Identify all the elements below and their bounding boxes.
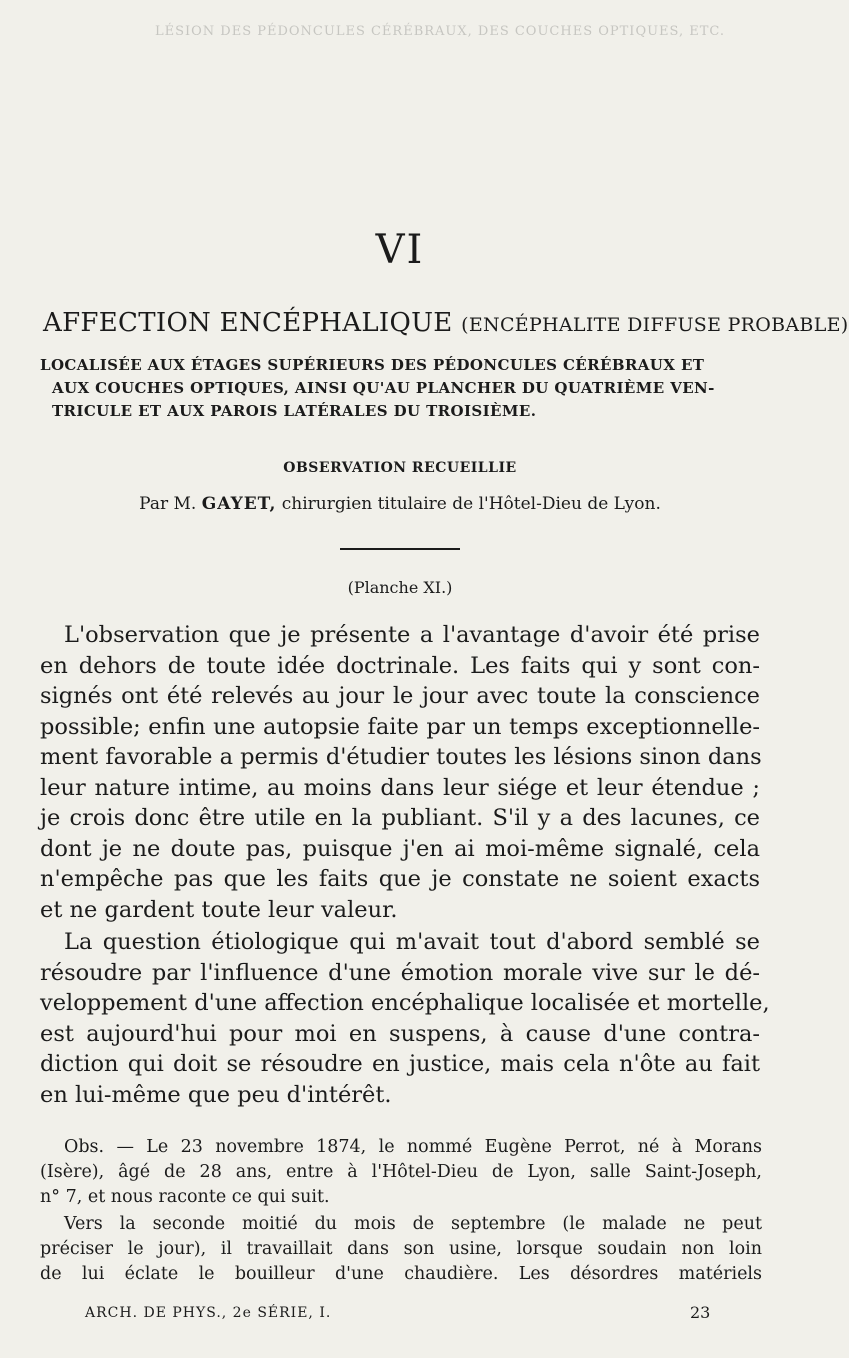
text-line: de lui éclate le bouilleur d'une chaudière. Les désordres matériels xyxy=(40,1264,762,1284)
subtitle-line: AUX COUCHES OPTIQUES, AINSI QU'AU PLANCHER DU QUATRIÈME VEN- xyxy=(52,379,715,397)
text-line: L'observation que je présente a l'avantage d'avoir été prise xyxy=(64,622,760,648)
author-prefix: Par M. xyxy=(139,494,202,514)
chapter-number: VI xyxy=(375,227,425,273)
text-line: Obs. — Le 23 novembre 1874, le nommé Eugène Perrot, né à Morans xyxy=(64,1137,762,1157)
text-line: Vers la seconde moitié du mois de septembre (le malade ne peut xyxy=(64,1214,762,1234)
text-line: préciser le jour), il travaillait dans son usine, lorsque soudain non loin xyxy=(40,1239,762,1259)
article-title xyxy=(43,308,849,338)
paragraph-etiology xyxy=(40,927,770,1110)
journal-reference: ARCH. DE PHYS., 2e SÉRIE, I. xyxy=(85,1305,332,1321)
paragraph-observation xyxy=(40,1135,762,1210)
text-line: veloppement d'une affection encéphalique localisée et mortelle, xyxy=(40,990,770,1016)
subtitle-line: TRICULE ET AUX PAROIS LATÉRALES DU TROISIÈME. xyxy=(52,402,537,420)
text-line: n° 7, et nous raconte ce qui suit. xyxy=(40,1187,330,1207)
text-line: leur nature intime, au moins dans leur siége et leur étendue ; xyxy=(40,774,760,801)
planche-reference: (Planche XI.) xyxy=(347,578,453,597)
article-subtitle xyxy=(40,354,760,423)
subtitle-line: LOCALISÉE AUX ÉTAGES SUPÉRIEURS DES PÉDONCULES CÉRÉBRAUX ET xyxy=(40,356,705,374)
text-line: n'empêche pas que les faits que je constate ne soient exacts xyxy=(40,866,760,892)
observation-label: OBSERVATION RECUEILLIE xyxy=(283,460,517,476)
text-line: diction qui doit se résoudre en justice, mais cela n'ôte au fait xyxy=(40,1051,760,1077)
paragraph-introduction xyxy=(40,620,760,925)
text-line: en lui-même que peu d'intérêt. xyxy=(40,1081,392,1108)
author-line xyxy=(0,494,800,514)
text-line: possible; enfin une autopsie faite par un temps exceptionnelle- xyxy=(40,713,760,740)
text-line: est aujourd'hui pour moi en suspens, à cause d'une contra- xyxy=(40,1020,760,1047)
text-line: en dehors de toute idée doctrinale. Les faits qui y sont con- xyxy=(40,652,760,679)
text-line: ment favorable a permis d'étudier toutes les lésions sinon dans xyxy=(40,744,762,770)
text-line: résoudre par l'influence d'une émotion morale vive sur le dé- xyxy=(40,959,760,986)
text-line: dont je ne doute pas, puisque j'en ai moi-même signalé, cela xyxy=(40,835,760,862)
text-line: (Isère), âgé de 28 ans, entre à l'Hôtel-Dieu de Lyon, salle Saint-Joseph, xyxy=(40,1162,762,1182)
section-rule xyxy=(340,548,460,550)
paragraph-narrative xyxy=(40,1212,762,1287)
text-line: et ne gardent toute leur valeur. xyxy=(40,896,398,923)
author-name: GAYET, xyxy=(201,494,277,514)
title-parenthetical: (ENCÉPHALITE DIFFUSE PROBABLE) xyxy=(461,314,849,336)
author-suffix: chirurgien titulaire de l'Hôtel-Dieu de Lyon. xyxy=(276,494,661,514)
text-line: je crois donc être utile en la publiant. S'il y a des lacunes, ce xyxy=(40,805,760,831)
text-line: signés ont été relevés au jour le jour avec toute la conscience xyxy=(40,683,760,709)
text-line: La question étiologique qui m'avait tout d'abord semblé se xyxy=(64,929,760,955)
page-number: 23 xyxy=(690,1303,711,1322)
running-head: LÉSION DES PÉDONCULES CÉRÉBRAUX, DES COUCHES OPTIQUES, ETC. xyxy=(154,24,726,39)
title-main: AFFECTION ENCÉPHALIQUE xyxy=(43,308,462,338)
